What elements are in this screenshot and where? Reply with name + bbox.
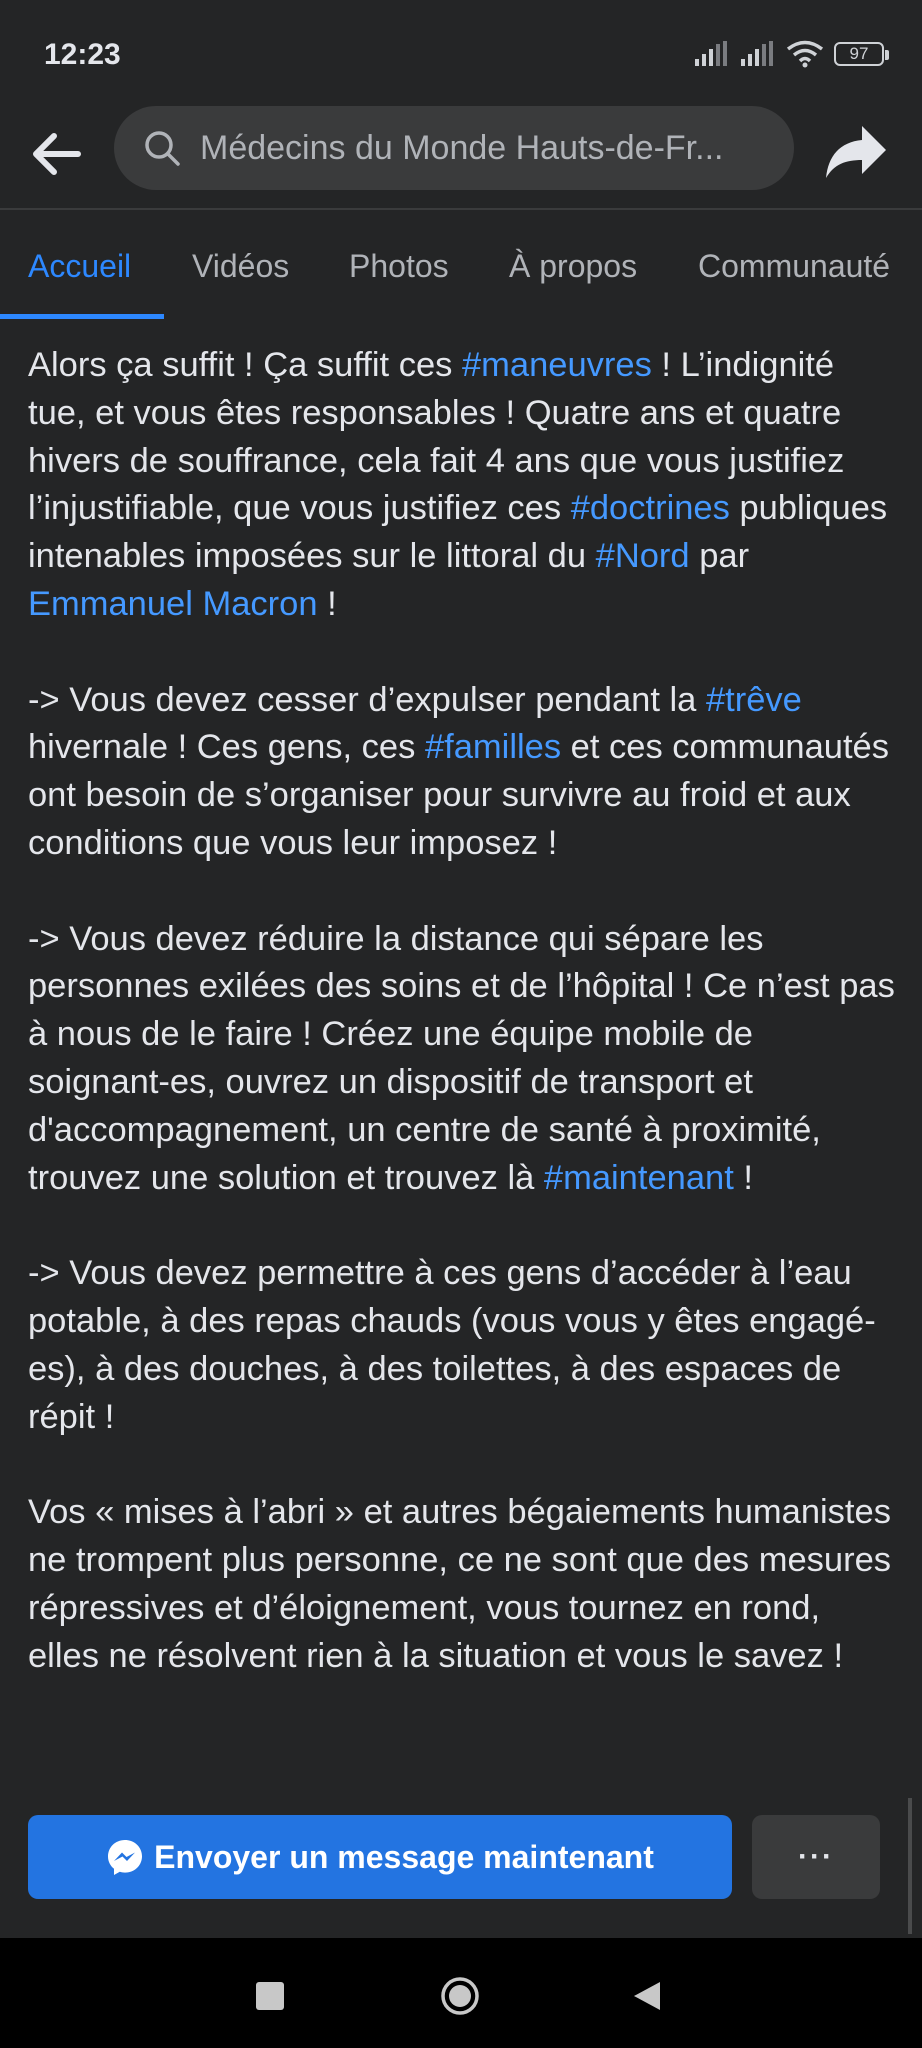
post-paragraph-5: Vos « mises à l’abri » et autres bégaiements humanistes ne trompent plus personne, ce ne sont que des mesures répressives et d’éloignement, vous tournez en rond, elles ne résolvent rien à la situation et vous le savez ! xyxy=(28,1493,892,1675)
text-span: -> Vous devez réduire la distance qui sépare les personnes exilées des soins et de l’hôpital ! Ce n’est pas à nous de le faire ! Créez une équipe mobile de soignant-es, ouvrez un dispositif de transport et d'accompagnement, un centre de santé à proximité, trouvez une solution et trouvez là xyxy=(28,919,895,1197)
active-tab-indicator xyxy=(0,314,164,319)
hashtag-nord-link[interactable]: #Nord xyxy=(595,537,690,576)
tab-accueil[interactable]: Accueil xyxy=(28,248,132,284)
tab-videos[interactable]: Vidéos xyxy=(192,248,290,284)
mention-emmanuel-macron-link[interactable]: Emmanuel Macron xyxy=(28,584,318,623)
back-triangle-icon[interactable] xyxy=(632,1980,662,2012)
status-icons xyxy=(694,40,884,68)
text-span: ! xyxy=(733,1158,753,1197)
tab-communaute[interactable]: Communauté xyxy=(698,248,891,284)
page-tabs xyxy=(0,210,922,320)
scrollbar[interactable] xyxy=(908,1798,912,1934)
hashtag-maneuvres-link[interactable]: #maneuvres xyxy=(461,346,652,384)
text-span: par xyxy=(689,537,750,576)
system-nav-bar xyxy=(0,1938,922,2048)
signal-icon xyxy=(694,41,730,67)
home-button-icon[interactable] xyxy=(440,1976,480,2016)
status-bar xyxy=(0,0,922,100)
post-paragraph-4: -> Vous devez permettre à ces gens d’accéder à l’eau potable, à des repas chauds (vous vous y êtes engagé-es), à des douches, à des toilettes, à des espaces de répit ! xyxy=(28,1254,876,1436)
hashtag-maintenant-link[interactable]: #maintenant xyxy=(543,1158,734,1197)
post-paragraph-2 xyxy=(28,677,900,868)
search-icon xyxy=(142,128,182,168)
post-paragraph-3 xyxy=(28,916,900,1203)
top-bar xyxy=(0,100,922,210)
messenger-icon xyxy=(106,1838,144,1876)
hashtag-familles-link[interactable]: #familles xyxy=(424,728,562,767)
send-message-label: Envoyer un message maintenant xyxy=(154,1838,654,1875)
back-arrow-icon[interactable] xyxy=(26,122,90,186)
hashtag-treve-link[interactable]: #trêve xyxy=(705,680,802,719)
tab-a-propos[interactable]: À propos xyxy=(509,248,638,284)
more-options-button[interactable]: ··· xyxy=(752,1815,880,1899)
tab-photos[interactable]: Photos xyxy=(349,248,449,284)
text-span: publiques intenables imposées sur le littoral du xyxy=(28,489,888,576)
status-time: 12:23 xyxy=(44,38,121,71)
recents-button[interactable] xyxy=(256,1982,284,2010)
search-bar[interactable] xyxy=(114,106,794,190)
post-paragraph-1 xyxy=(28,342,900,629)
text-span: Alors ça suffit ! Ça suffit ces xyxy=(28,346,462,384)
signal-2-icon xyxy=(740,41,776,67)
text-span: -> Vous devez cesser d’expulser pendant la xyxy=(28,680,706,719)
text-span: et ces communautés ont besoin de s’organiser pour survivre au froid et aux conditions que vous leur imposez ! xyxy=(28,728,889,862)
send-message-button[interactable] xyxy=(28,1815,732,1899)
post-text xyxy=(28,342,900,1728)
text-span: ! L’indignité tue, et vous êtes responsables ! Quatre ans et quatre hivers de souffrance, cela fait 4 ans que vous justifiez l’injustifiable, que vous justifiez ces xyxy=(28,346,845,528)
hashtag-doctrines-link[interactable]: #doctrines xyxy=(570,489,730,528)
text-span: ! xyxy=(317,584,337,623)
wifi-icon xyxy=(786,40,824,68)
search-input[interactable]: Médecins du Monde Hauts-de-Fr... xyxy=(200,128,724,167)
text-span: hivernale ! Ces gens, ces xyxy=(28,728,425,767)
share-icon[interactable] xyxy=(824,120,890,184)
battery-icon: 97 xyxy=(834,42,884,66)
